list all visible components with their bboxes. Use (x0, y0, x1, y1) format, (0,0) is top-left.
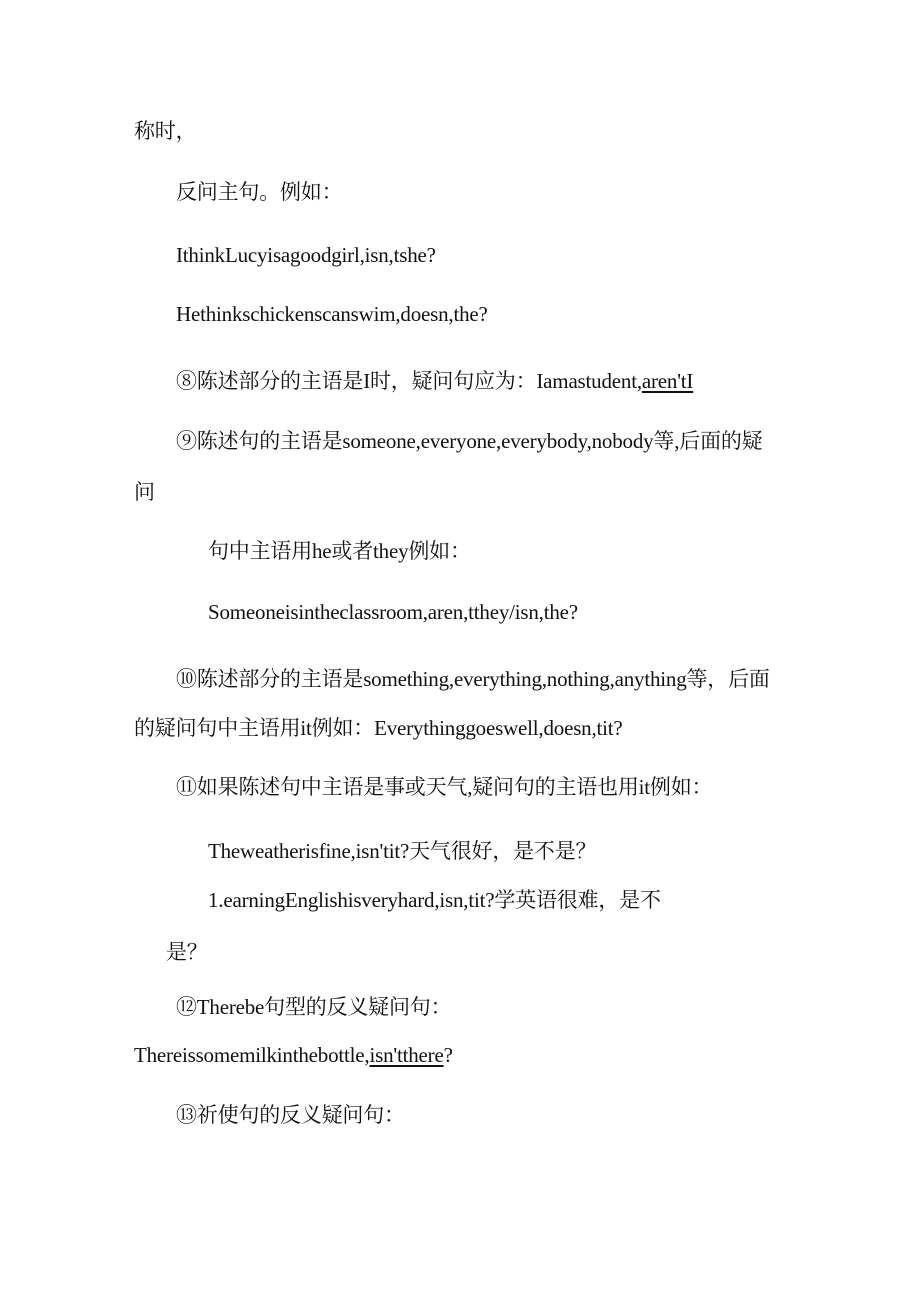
example-sentence-6-underlined-tag: isn'tthere (369, 1043, 444, 1067)
text-line-2: 反问主句。例如： (176, 180, 343, 204)
example-sentence-1: IthinkLucyisagoodgirl,isn,tshe? (176, 243, 436, 267)
rule-10-continuation: 的疑问句中主语用it例如：Everythinggoeswell,doesn,tit? (134, 716, 623, 740)
rule-10-line: ⑩陈述部分的主语是something,everything,nothing,anything等，后面 (176, 667, 770, 691)
example-sentence-2: Hethinkschickenscanswim,doesn,the? (176, 302, 488, 326)
rule-8-text: ⑧陈述部分的主语是I时，疑问句应为：Iamastudent, (176, 369, 642, 393)
example-sentence-4: Theweatherisfine,isn'tit?天气很好，是不是？ (208, 839, 597, 863)
example-sentence-6-end: ? (443, 1043, 453, 1067)
example-sentence-3: Someoneisintheclassroom,aren,tthey/isn,the? (208, 600, 578, 624)
rule-9-line: ⑨陈述句的主语是someone,everyone,everybody,nobody等,后面的疑 (176, 429, 763, 453)
rule-11-line: ⑪如果陈述句中主语是事或天气,疑问句的主语也用it例如： (176, 775, 713, 799)
rule-9-detail: 句中主语用he或者they例如： (208, 539, 471, 563)
example-sentence-5: 1.earningEnglishisveryhard,isn,tit?学英语很难，是不 (208, 888, 661, 912)
example-sentence-6 (134, 1041, 453, 1069)
example-sentence-5-continuation: 是？ (166, 940, 208, 964)
rule-8-line (176, 367, 693, 395)
example-sentence-6-text: Thereissomemilkinthebottle, (134, 1043, 370, 1067)
text-line-1: 称时， (134, 119, 197, 143)
rule-9-continuation: 问 (134, 480, 155, 504)
rule-8-underlined-tag: aren'tI (641, 369, 694, 393)
rule-12-line: ⑫Therebe句型的反义疑问句： (176, 995, 452, 1019)
rule-13-line: ⑬祈使句的反义疑问句： (176, 1103, 405, 1127)
